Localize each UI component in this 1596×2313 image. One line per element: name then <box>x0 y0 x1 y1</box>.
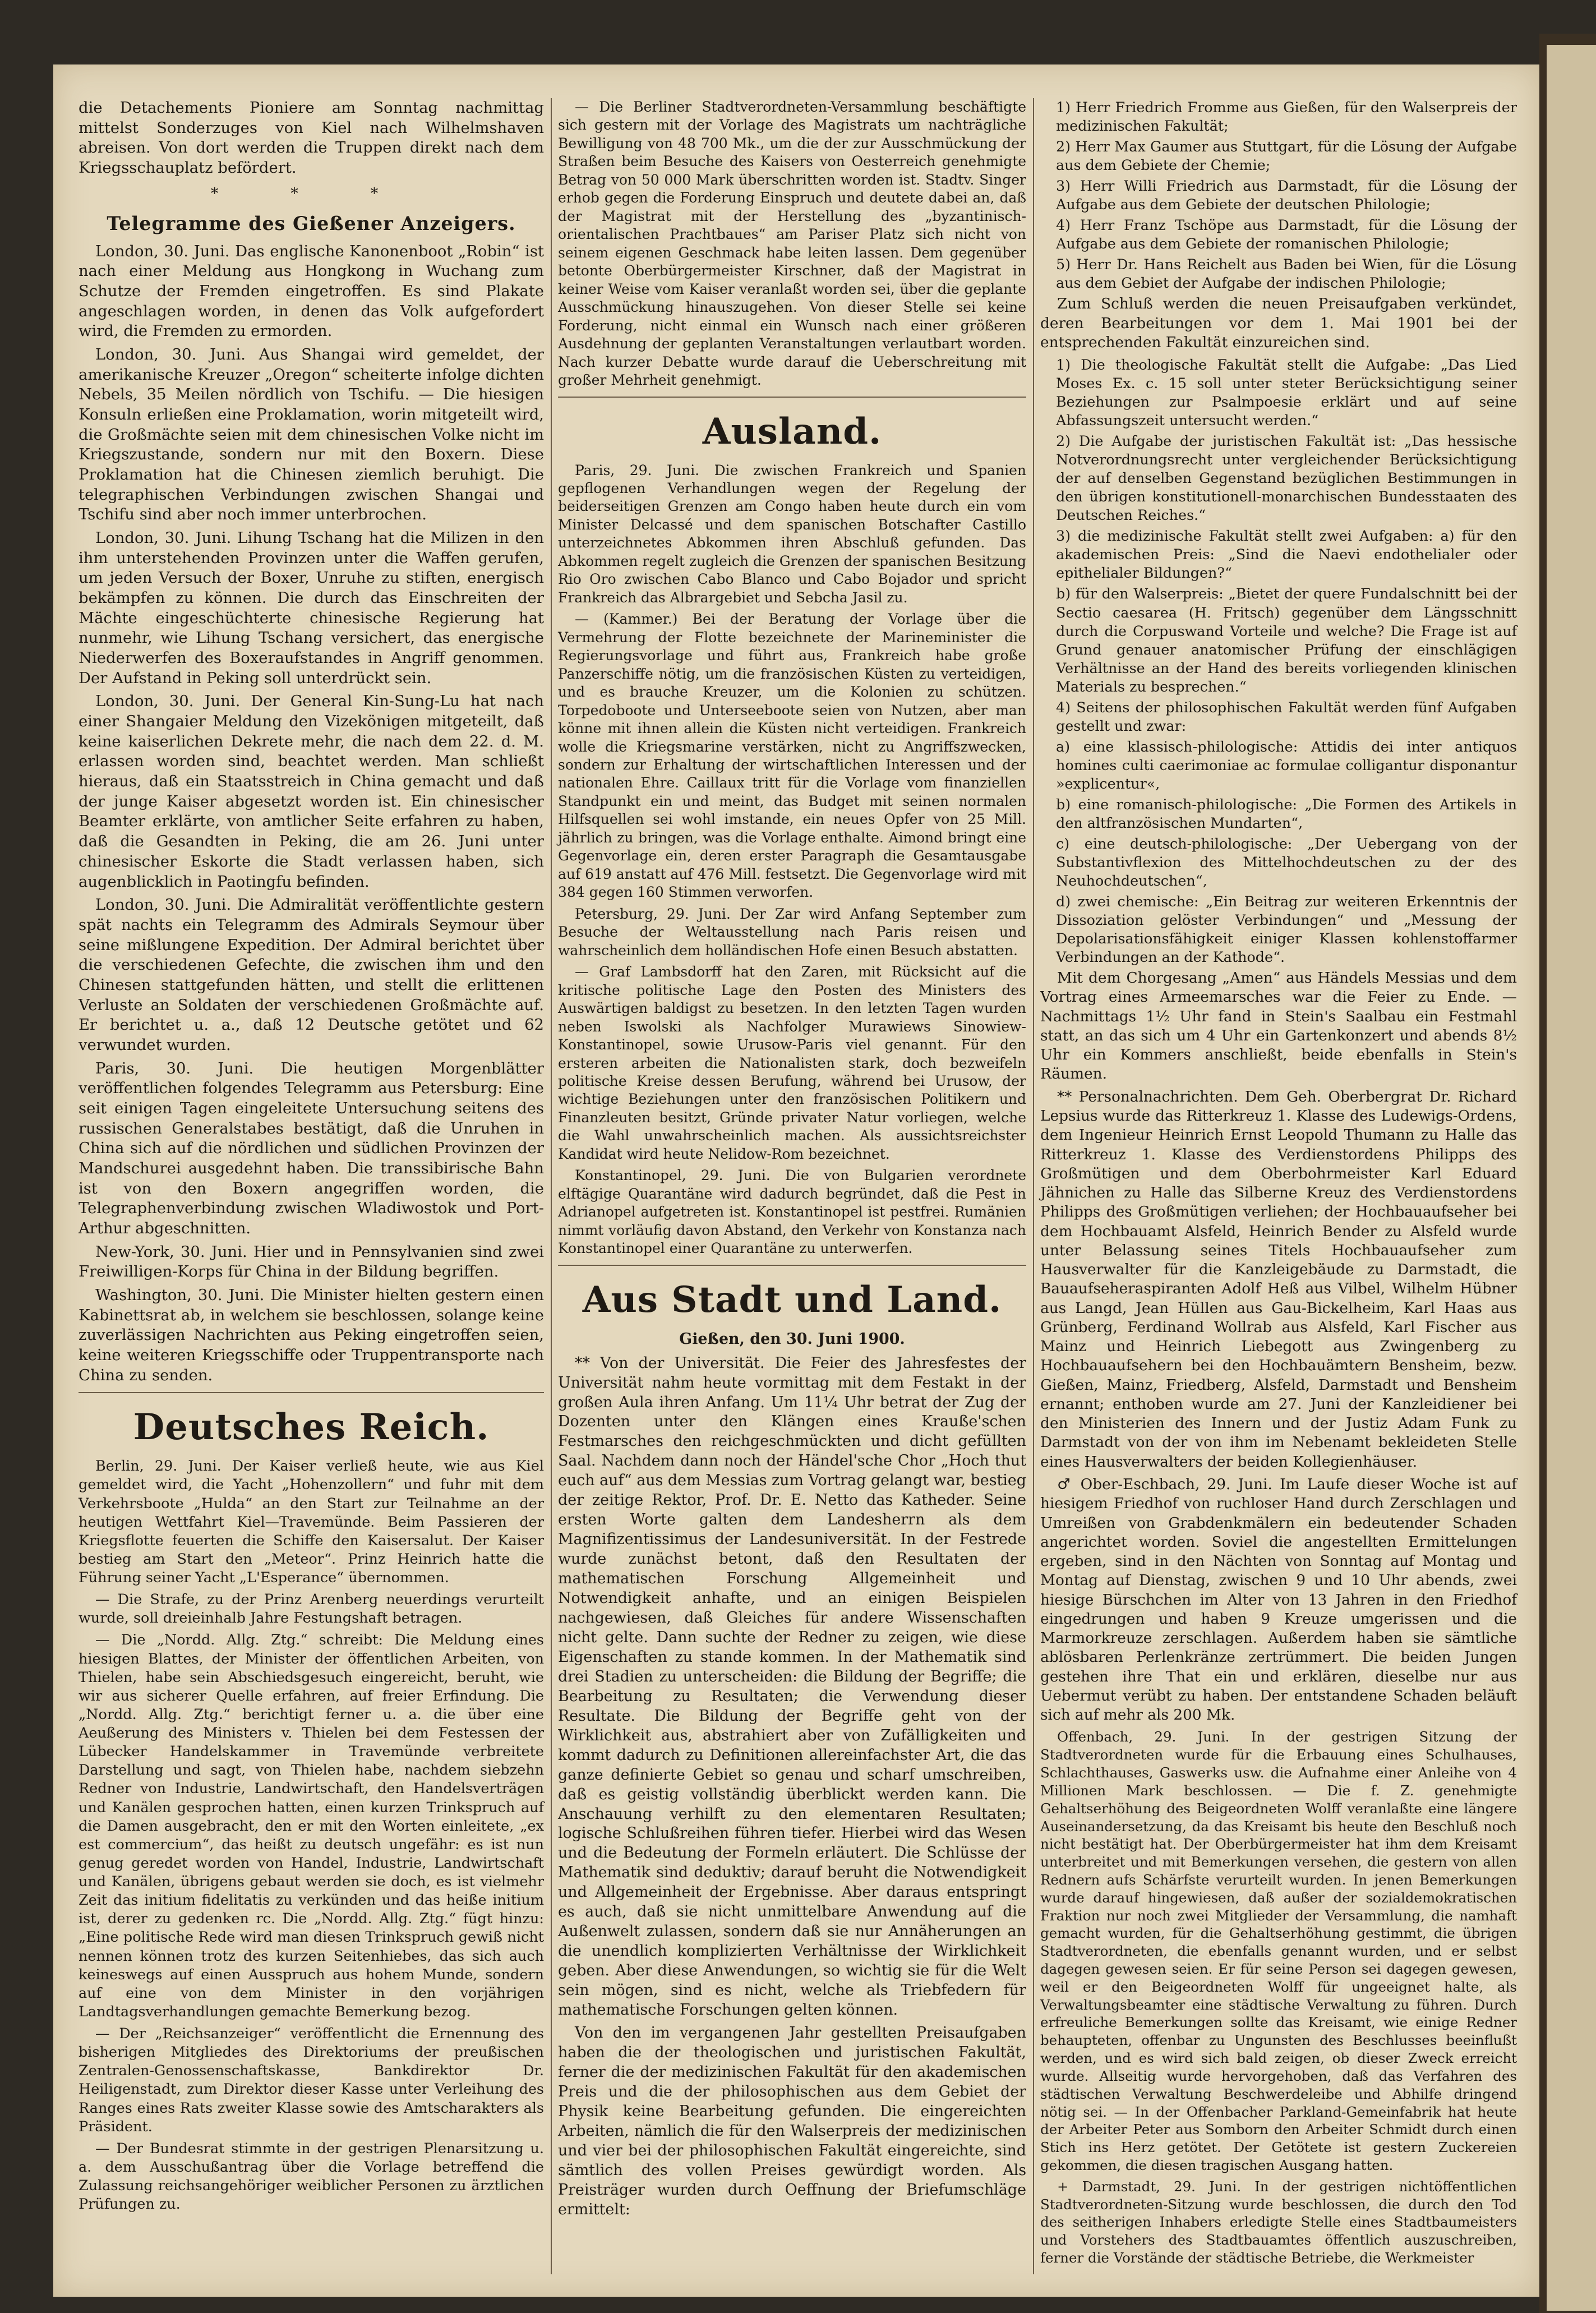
prize-task: b) eine romanisch-philologische: „Die Formen des Artikels in den altfranzösischen Mundarten“, <box>1056 795 1517 831</box>
prize-winner: 5) Herr Dr. Hans Reichelt aus Baden bei Wien, für die Lösung aus dem Gebiet der Aufgabe der indischen Philologie; <box>1056 256 1517 292</box>
telegram-article: London, 30. Juni. Die Admiralität veröffentlichte gestern spät nachts ein Telegramm des Admirals Seymour über seine mißlungene Expedition. Der Admiral berichtet über die verschiedenen Gefechte, die zwischen ihm und den Chinesen stattgefunden hätten, und stellt die erlittenen Verluste an Soldaten der verschiedenen Großmächte auf. Er berichtet u. a., daß 12 Deutsche getötet und 62 verwundet wurden. <box>79 896 544 1054</box>
prize-winner: 4) Herr Franz Tschöpe aus Darmstadt, für die Lösung der Aufgabe aus dem Gebiete der romanischen Philologie; <box>1056 216 1517 252</box>
column-rule-2 <box>1033 98 1034 2274</box>
prize-winner: 2) Herr Max Gaumer aus Stuttgart, für die Lösung der Aufgabe aus dem Gebiete der Chemie; <box>1056 138 1517 174</box>
section-divider <box>558 397 1026 398</box>
prize-intro: Zum Schluß werden die neuen Preisaufgaben verkündet, deren Bearbeitungen vor dem 1. Mai 1901 bei der entsprechenden Fakultät einzureichen sind. <box>1040 296 1517 351</box>
reich-article: — Der Bundesrat stimmte in der gestrigen Plenarsitzung u. a. dem Ausschußantrag über die Vorlage betreffend die Zulassung reichsangehöriger weiblicher Personen zu ärztlichen Prüfungen zu. <box>79 2140 544 2213</box>
telegram-article: London, 30. Juni. Aus Shangai wird gemeldet, der amerikanische Kreuzer „Oregon“ scheiterte infolge dichten Nebels, 35 Meilen nördlich von Tschifu. — Die hiesigen Konsuln erließen eine Proklamation, worin mitgeteilt wird, die Großmächte seien mit dem chinesischen Volke nicht im Kriegszustande, sondern nur mit den Boxern. Diese Proklamation hat die Chinesen ziemlich beruhigt. Die telegraphischen Verbindungen zwischen Shangai und Tschifu sind aber noch immer unterbrochen. <box>79 346 544 524</box>
prize-winner: 1) Herr Friedrich Fromme aus Gießen, für den Walserpreis der medizinischen Fakultät; <box>1056 99 1517 135</box>
intro-paragraph: die Detachements Pioniere am Sonntag nachmittag mittelst Sonderzuges von Kiel nach Wilhelmshaven abreisen. Von dort werden die Truppen direkt nach dem Kriegsschauplatz befördert. <box>79 99 544 177</box>
section-heading-stadt-und-land: Aus Stadt und Land. <box>582 1278 1002 1321</box>
ausland-article: Paris, 29. Juni. Die zwischen Frankreich und Spanien gepflogenen Verhandlungen wegen der Regelung der beiderseitigen Grenzen am Congo haben heute durch ein vom Minister Delcassé und dem spanischen Botschafter Castillo unterzeichnetes Abkommen ihren Abschluß gefunden. Das Abkommen regelt zugleich die Grenzen der spanischen Besitzung Rio Oro zwischen Cabo Blanco und Cabo Bojador und spricht Frankreich das Albrargebiet und Sebcha Jasil zu. <box>558 462 1026 606</box>
ausland-article: — Graf Lambsdorff hat den Zaren, mit Rücksicht auf die kritische politische Lage den Posten des Ministers des Auswärtigen baldigst zu besetzen. In den letzten Tagen wurden neben Iswolski als Nachfolger Murawiews Sinowiew-Konstantinopel, sowie Urusow-Paris viel genannt. Für den ersteren arbeiten die Nationalisten stark, doch bezweifeln politische Kreise dessen Berufung, während bei Urusow, der wichtige Beziehungen unter den französischen Politikern und Finanzleuten besitzt, Gründe privater Natur vorliegen, welche die Wahl unwahrscheinlich machen. Als aussichtsreichster Kandidat wird heute Nelidow-Rom bezeichnet. <box>558 964 1026 1162</box>
reich-article: — Die „Nordd. Allg. Ztg.“ schreibt: Die Meldung eines hiesigen Blattes, der Minister der öffentlichen Arbeiten, von Thielen, habe sein Abschiedsgesuch eingereicht, beruht, wie wir aus sicherer Quelle erfahren, auf freier Erfindung. Die „Nordd. Allg. Ztg.“ berichtigt ferner u. a. die über eine Aeußerung des Ministers v. Thielen bei dem Festessen der Lübecker Handelskammer in Travemünde verbreitete Darstellung und sagt, von Thielen habe, nachdem siebzehn Redner von Industrie, Landwirtschaft, den Handelsverträgen und Kanälen gesprochen hatten, einen kurzen Trinkspruch auf die Damen ausgebracht, den er mit den Worten einleitete, „ex est commercium“, das heißt zu deutsch ungefähr: es ist nun genug geredet worden von Handel, Industrie, Landwirtschaft und Kanälen, übrigens gebaut werden sie doch, es ist vielmehr Zeit das initium fidelitatis zu verkünden und das heiße initium ist, derer zu gedenken rc. Die „Nordd. Allg. Ztg.“ fügt hinzu: „Eine politische Rede wird man diesen Trinkspruch gewiß nicht nennen können trotz des kurzen Seitenhiebes, das sich auch keineswegs auf einen Ausspruch aus hohem Munde, sondern auf eine von dem Minister in den vorjährigen Landtagsverhandlungen gemachte Bemerkung bezog. <box>79 1632 544 2020</box>
prize-task: d) zwei chemische: „Ein Beitrag zur weiteren Erkenntnis der Dissoziation gelöster Verbindungen“ und „Messung der Depolarisationsfähigkeit einiger Klassen kohlenstoffarmer Verbindungen an der Kathode“. <box>1056 892 1517 966</box>
reich-article: Berlin, 29. Juni. Der Kaiser verließ heute, wie aus Kiel gemeldet wird, die Yacht „Hohenzollern“ und fuhr mit dem Verkehrsboote „Hulda“ an den Start zur Teilnahme an der heutigen Wettfahrt Kiel—Travemünde. Beim Passieren der Kriegsflotte feuerten die Schiffe den Kaisersalut. Der Kaiser bestieg am Start den „Meteor“. Prinz Heinrich hatte die Führung seiner Yacht „L'Esperance“ übernommen. <box>79 1458 544 1587</box>
stadt-article: Von den im vergangenen Jahr gestellten Preisaufgaben haben die der theologischen und juristischen Fakultät, ferner die der medizinischen Fakultät für den akademischen Preis und die der philosophischen aus dem Gebiet der Physik keine Bearbeitung gefunden. Die eingereichten Arbeiten, nämlich die für den Walserpreis der medizinischen und vier bei der philosophischen Fakultät eingereichte, sind sämtlich des vollen Preises gewürdigt worden. Als Preisträger wurden durch Oeffnung der Briefumschläge ermittelt: <box>558 2024 1026 2218</box>
stadt-article: ** Von der Universität. Die Feier des Jahresfestes der Universität nahm heute vormittag mit dem Festakt in der großen Aula ihren Anfang. Um 11¼ Uhr betrat der Zug der Dozenten unter den Klängen eines Krauße'schen Festmarsches den reichgeschmückten und dicht gefüllten Saal. Nachdem dann noch der Händel'sche Chor „Hoch thut euch auf“ aus dem Messias zum Vortrag gelangt war, bestieg der zeitige Rektor, Prof. Dr. E. Netto das Katheder. Seine ersten Worte galten dem Landesherrn als dem Magnifizentissimus der Landesuniversität. In der Festrede wurde zunächst betont, daß den Resultaten der mathematischen Forschung Allgemeinheit und Notwendigkeit anhafte, und an einigen Beispielen nachgewiesen, daß Gleiches für andere Wissenschaften nicht gelte. Dann suchte der Redner zu zeigen, wie diese Eigenschaften zu stande kommen. In der Mathematik sind drei Stadien zu unterscheiden: die Bildung der Begriffe; die Bearbeitung zu Resultaten; die Verwendung dieser Resultate. Die Bildung der Begriffe geht von der Wirklichkeit aus, abstrahiert aber von Zufälligkeiten und kommt dadurch zu Definitionen allereinfachster Art, die das ganze definierte Gebiet so genau und scharf umschreiben, daß es geistig vollständig überblickt werden kann. Die Anschauung verhilft zu den elementaren Resultaten; logische Schlußreihen führen tiefer. Hierbei wird das Wesen und die Bedeutung der Formeln erläutert. Die Schlüsse der Mathematik sind deduktiv; darauf beruht die Notwendigkeit und Allgemeinheit der Ergebnisse. Aber daraus entspringt es auch, daß sie nicht unmittelbare Anwendung auf die Außenwelt zulassen, sondern daß sie nur Annäherungen an die unendlich komplizierten Verhältnisse der Wirklichkeit geben. Aber diese Anwendungen, so wichtig sie für die Welt sein mögen, sind es nicht, welche als Triebfedern für mathematische Forschungen gelten können. <box>558 1354 1026 2019</box>
column-rule-1 <box>551 98 552 2274</box>
prize-task: a) eine klassisch-philologische: Attidis dei inter antiquos homines culti caerimoniae ac formulae colligantur disponantur »explicentur«, <box>1056 738 1517 792</box>
dateline: Gießen, den 30. Juni 1900. <box>679 1330 905 1348</box>
prize-task: 1) Die theologische Fakultät stellt die Aufgabe: „Das Lied Moses Ex. c. 15 soll unter steter Berücksichtigung seiner Beziehungen zur Psalmpoesie erklärt und auf seine Abfassungszeit untersucht werden.“ <box>1056 356 1517 429</box>
berlin-article: — Die Berliner Stadtverordneten-Versammlung beschäftigte sich gestern mit der Vorlage des Magistrats um nachträgliche Bewilligung von 48 700 Mk., um die der zur Ausschmückung der Straßen beim Besuche des Kaisers von Oesterreich genehmigte Betrag von 50 000 Mark überschritten worden ist. Stadtv. Singer erhob gegen die Forderung Einspruch und deutete dabei an, daß der Magistrat mit der Herstellung des „byzantinisch-orientalischen Prachtbaues“ am Pariser Platz sich nicht von seinem eigenen Geschmack habe leiten lassen. Dem gegenüber betonte Oberbürgermeister Kirschner, daß der Magistrat in keiner Weise vom Kaiser veranlaßt worden sei, über die geplante Ausschmückung hinauszugehen. Von dieser Stelle sei keine Forderung, nicht einmal ein Wunsch nach einer größeren Ausdehnung der geplanten Veranstaltungen verlautbart worden. Nach kurzer Debatte wurde darauf die Ueberschreitung mit großer Mehrheit genehmigt. <box>558 99 1026 389</box>
section-divider <box>79 1392 544 1393</box>
prize-task: c) eine deutsch-philologische: „Der Uebergang von der Substantivflexion des Mittelhochdeutschen zu der des Neuhochdeutschen“, <box>1056 835 1517 889</box>
telegram-heading: Telegramme des Gießener Anzeigers. <box>107 213 516 235</box>
ausland-article: Petersburg, 29. Juni. Der Zar wird Anfang September zum Besuche der Weltausstellung nach Paris reisen und wahrscheinlich dem holländischen Hofe einen Besuch abstatten. <box>558 905 1026 959</box>
telegram-article: Washington, 30. Juni. Die Minister hielten gestern einen Kabinettsrat ab, in welchem sie beschlossen, solange keine zuverlässigen Nachrichten aus Peking eingetroffen seien, keine weiteren Kriegsschiffe oder Truppentransporte nach China zu senden. <box>79 1286 544 1384</box>
section-divider <box>558 1265 1026 1266</box>
column-3 <box>1040 98 1517 2270</box>
offenbach-paragraph: Offenbach, 29. Juni. In der gestrigen Sitzung der Stadtverordneten wurde für die Erbauung eines Schulhauses, Schlachthauses, Gaswerks usw. die Aufnahme einer Anleihe von 4 Millionen Mark beschlossen. — Die f. Z. genehmigte Gehaltserhöhung des Beigeordneten Wolff veranlaßte eine längere Auseinandersetzung, da das Kreisamt bis heute den Beschluß noch nicht bestätigt hat. Der Oberbürgermeister hat ihm dem Kreisamt unterbreitet und mit Bemerkungen versehen, die gestern von allen Rednern aufs Schärfste verurteilt wurden. In jenen Bemerkungen wurde darauf hingewiesen, daß außer der sozialdemokratischen Fraktion nur noch zwei Mitglieder der Versammlung, die namhaft gemacht wurden, für die Gehaltserhöhung gestimmt, die übrigen Stadtverordneten, die ebenfalls genannt wurden, und er selbst dagegen gewesen seien. Er für seine Person sei dagegen gewesen, weil er den Beigeordneten Wolff für ungeeignet halte, als Verwaltungsbeamter eine städtische Verwaltung zu führen. Durch erfreuliche Bemerkungen sollte das Kreisamt, wie einige Redner behaupteten, offenbar zu Ungunsten des Beschlusses beeinflußt werden, und es wird sich bald zeigen, ob dieser Zweck erreicht wurde. Allseitig wurde hervorgehoben, daß das Verfahren des städtischen Verwaltung Beschwerdeleibe und Abhilfe dringend nötig sei. — In der Offenbacher Parkland-Gemeinfabrik hat heute der Arbeiter Peter aus Somborn den Arbeiter Schmidt durch einen Stich ins Herz getötet. Der Getötete ist gestern Zuckereien gekommen, die diesen tragischen Ausgang hatten. <box>1040 1729 1517 2173</box>
telegram-article: London, 30. Juni. Der General Kin-Sung-Lu hat nach einer Shangaier Meldung den Vizekönigen mitgeteilt, daß keine kaiserlichen Dekrete mehr, die nach dem 22. d. M. erlassen worden sind, beachtet werden. Man schließt hieraus, daß ein Staatsstreich in China gemacht und daß der junge Kaiser abgesetzt worden ist. Ein chinesischer Beamter erklärte, von amtlicher Seite erfahren zu haben, daß die Gesandten in Peking, die am 26. Juni unter chinesischer Eskorte die Stadt verlassen haben, sich augenblicklich in Paotingfu befinden. <box>79 693 544 891</box>
ausland-article: Konstantinopel, 29. Juni. Die von Bulgarien verordnete elftägige Quarantäne wird dadurch begründet, daß die Pest in Adrianopel aufgetreten ist. Konstantinopel ist pestfrei. Rumänien nimmt vorläufig davon Abstand, den Verkehr von Konstanza nach Konstantinopel einer Quarantäne zu unterwerfen. <box>558 1167 1026 1257</box>
ober-eschbach-paragraph: ♂ Ober-Eschbach, 29. Juni. Im Laufe dieser Woche ist auf hiesigem Friedhof von ruchloser Hand durch Zerschlagen und Umreißen von Grabdenkmälern ein bedeutender Schaden angerichtet worden. Soviel die angestellten Ermittelungen ergeben, sind in den Nächten von Sonntag auf Montag und Montag auf Dienstag, zwischen 9 und 10 Uhr abends, zwei hiesige Bürschchen im Alter von 13 Jahren in den Friedhof eingedrungen und haben 9 Kreuze umgerissen und die Marmorkreuze zerschlagen. Außerdem haben sie sämtliche ablösbaren Perlenkränze zertrümmert. Die beiden Jungen gestehen ihre That ein und erklären, dieselbe nur aus Uebermut verübt zu haben. Der entstandene Schaden beläuft sich auf mehr als 200 Mk. <box>1040 1476 1517 1724</box>
telegram-article: London, 30. Juni. Lihung Tschang hat die Milizen in den ihm unterstehenden Provinzen unter die Waffen gerufen, um jeden Versuch der Boxer, Unruhe zu stiften, energisch bekämpfen zu können. Die durch das Einschreiten der Mächte eingeschüchterte chinesische Regierung hat nunmehr, wie Lihung Tschang versichert, das energische Niederwerfen des Boxeraufstandes in Angriff genommen. Der Aufstand in Peking soll unterdrückt sein. <box>79 529 544 687</box>
telegram-article: London, 30. Juni. Das englische Kanonenboot „Robin“ ist nach einer Meldung aus Hongkong in Wuchang zum Schutze der Fremden eingetroffen. Es sind Plakate angeschlagen worden, in denen das Volk aufgefordert wird, die Fremden zu ermorden. <box>79 242 544 340</box>
column-1 <box>79 98 544 2217</box>
darmstadt-paragraph: + Darmstadt, 29. Juni. In der gestrigen nichtöffentlichen Stadtverordneten-Sitzung wurde beschlossen, die durch den Tod des seitherigen Inhabers erledigte Stelle eines Stadtbaumeisters und Vorstehers des Stadtbauamtes öffentlich auszuschreiben, ferner die Vorstände der städtische Betriebe, die Werkmeister <box>1040 2178 1517 2266</box>
column-2 <box>558 98 1026 2223</box>
prize-winner: 3) Herr Willi Friedrich aus Darmstadt, für die Lösung der Aufgabe aus dem Gebiete der deutschen Philologie; <box>1056 177 1517 213</box>
reich-article: — Der „Reichsanzeiger“ veröffentlicht die Ernennung des bisherigen Mitgliedes des Direktoriums der preußischen Zentralen-Genossenschaftskasse, Bankdirektor Dr. Heiligenstadt, zum Direktor dieser Kasse unter Verleihung des Ranges eines Rats zweiter Klasse sowie des Amtscharakters als Präsident. <box>79 2025 544 2135</box>
section-heading-ausland: Ausland. <box>702 410 882 453</box>
section-heading-deutsches-reich: Deutsches Reich. <box>133 1406 490 1449</box>
adjacent-page-edge <box>1547 45 1596 2311</box>
prize-task: b) für den Walserpreis: „Bietet der quere Fundalschnitt bei der Sectio caesarea (H. Fritsch) gegenüber dem Längsschnitt durch die Corpuswand Vorteile und welche? Die Frage ist auf Grund genauer anatomischer Prüfung der einschlägigen Verhältnisse an der Hand des bereits vorliegenden klinischen Materials zu besprechen.“ <box>1056 585 1517 695</box>
prize-task: 4) Seitens der philosophischen Fakultät werden fünf Aufgaben gestellt und zwar: <box>1056 698 1517 734</box>
reich-article: — Die Strafe, zu der Prinz Arenberg neuerdings verurteilt wurde, soll dreieinhalb Jahre Festungshaft betragen. <box>79 1591 544 1627</box>
newspaper-page <box>53 64 1539 2297</box>
prize-task: 2) Die Aufgabe der juristischen Fakultät ist: „Das hessische Notverordnungsrecht unter vergleichender Berücksichtigung der auf denselben Gegenstand bezüglichen Bestimmungen in den übrigen konstitutionell-monarchischen Bundesstaaten des Deutschen Reiches.“ <box>1056 432 1517 524</box>
prize-task: 3) die medizinische Fakultät stellt zwei Aufgaben: a) für den akademischen Preis: „Sind die Naevi endothelialer oder epithelialer Bildungen?“ <box>1056 527 1517 582</box>
personal-paragraph: ** Personalnachrichten. Dem Geh. Oberbergrat Dr. Richard Lepsius wurde das Ritterkreuz 1. Klasse des Ludewigs-Ordens, dem Ingenieur Heinrich Ernst Leopold Thumann zu Halle das Ritterkreuz 1. Klasse des Verdienstordens Philipps des Großmütigen und dem Oberbohrmeister Karl Eduard Jähnichen zu Halle das Silberne Kreuz des Verdienstordens Philipps des Großmütigen verliehen; der Hochbauaufseher bei dem Hochbauamt Alsfeld, Heinrich Bender zu Alsfeld wurde unter Belassung seines Titels Hochbauaufseher zum Hausverwalter für die Kanzleigebäude zu Darmstadt, die Bauaufseheraspiranten Adolf Heß aus Vilbel, Wilhelm Hübner aus Langd, Jean Hüllen aus Gau-Bickelheim, Karl Haas aus Grünberg, Ferdinand Wollrab aus Alsfeld, Karl Fischer aus Mainz und Heinrich Liebegott aus Zwingenberg zu Hochbauaufsehern bei den Hochbauämtern Bensheim, bezw. Gießen, Mainz, Friedberg, Alsfeld, Darmstadt und Bensheim ernannt; enthoben wurde am 27. Juni der Kanzleidiener bei den Ministerien des Innern und der Justiz Adam Funk zu Darmstadt von der von ihm im Nebenamt bekleideten Stelle eines Hausverwalters der beiden Kollegienhäuser. <box>1040 1088 1517 1471</box>
telegram-article: Paris, 30. Juni. Die heutigen Morgenblätter veröffentlichen folgendes Telegramm aus Petersburg: Eine seit einigen Tagen eingeleitete Untersuchung seitens des russischen Generalstabes bestätigt, daß die Unruhen in China sich auf die nördlichen und südlichen Provinzen der Mandschurei ausgedehnt haben. Die transsibirische Bahn ist von den Boxern angegriffen worden, die Telegraphenverbindung zwischen Wladiwostok und Port-Arthur abgeschnitten. <box>79 1059 544 1237</box>
section-stars: * * * <box>210 185 412 202</box>
telegram-article: New-York, 30. Juni. Hier und in Pennsylvanien sind zwei Freiwilligen-Korps für China in der Bildung begriffen. <box>79 1243 544 1281</box>
ausland-article: — (Kammer.) Bei der Beratung der Vorlage über die Vermehrung der Flotte bezeichnete der Marineminister die Regierungsvorlage und führt aus, Frankreich habe große Panzerschiffe nötig, um die französischen Küsten zu verteidigen, und es brauche Kreuzer, um die Kolonien zu schützen. Torpedoboote und Unterseeboote seien von Nutzen, aber man könne mit ihnen allein die Küsten nicht verteidigen. Frankreich wolle die Kriegsmarine verstärken, nicht zu Angriffszwecken, sondern zur Erhaltung der wirtschaftlichen Interessen und der nationalen Ehre. Caillaux tritt für die Vorlage vom finanziellen Standpunkt ein und meint, das Budget mit seinen normalen Hilfsquellen sei wohl imstande, ein neues Opfer von 25 Mill. jährlich zu bringen, was die Vorlage enthalte. Aimond bringt eine Gegenvorlage ein, deren erster Paragraph die Gesamtausgabe auf 619 anstatt auf 476 Mill. festsetzt. Die Gegenvorlage wird mit 384 gegen 160 Stimmen verworfen. <box>558 611 1026 901</box>
feier-paragraph: Mit dem Chorgesang „Amen“ aus Händels Messias und dem Vortrag eines Armeemarsches war die Feier zu Ende. — Nachmittags 1½ Uhr fand in Stein's Saalbau ein Festmahl statt, an das sich um 4 Uhr ein Gartenkonzert und abends 8½ Uhr ein Kommers anschließt, beide ebenfalls in Stein's Räumen. <box>1040 970 1517 1083</box>
